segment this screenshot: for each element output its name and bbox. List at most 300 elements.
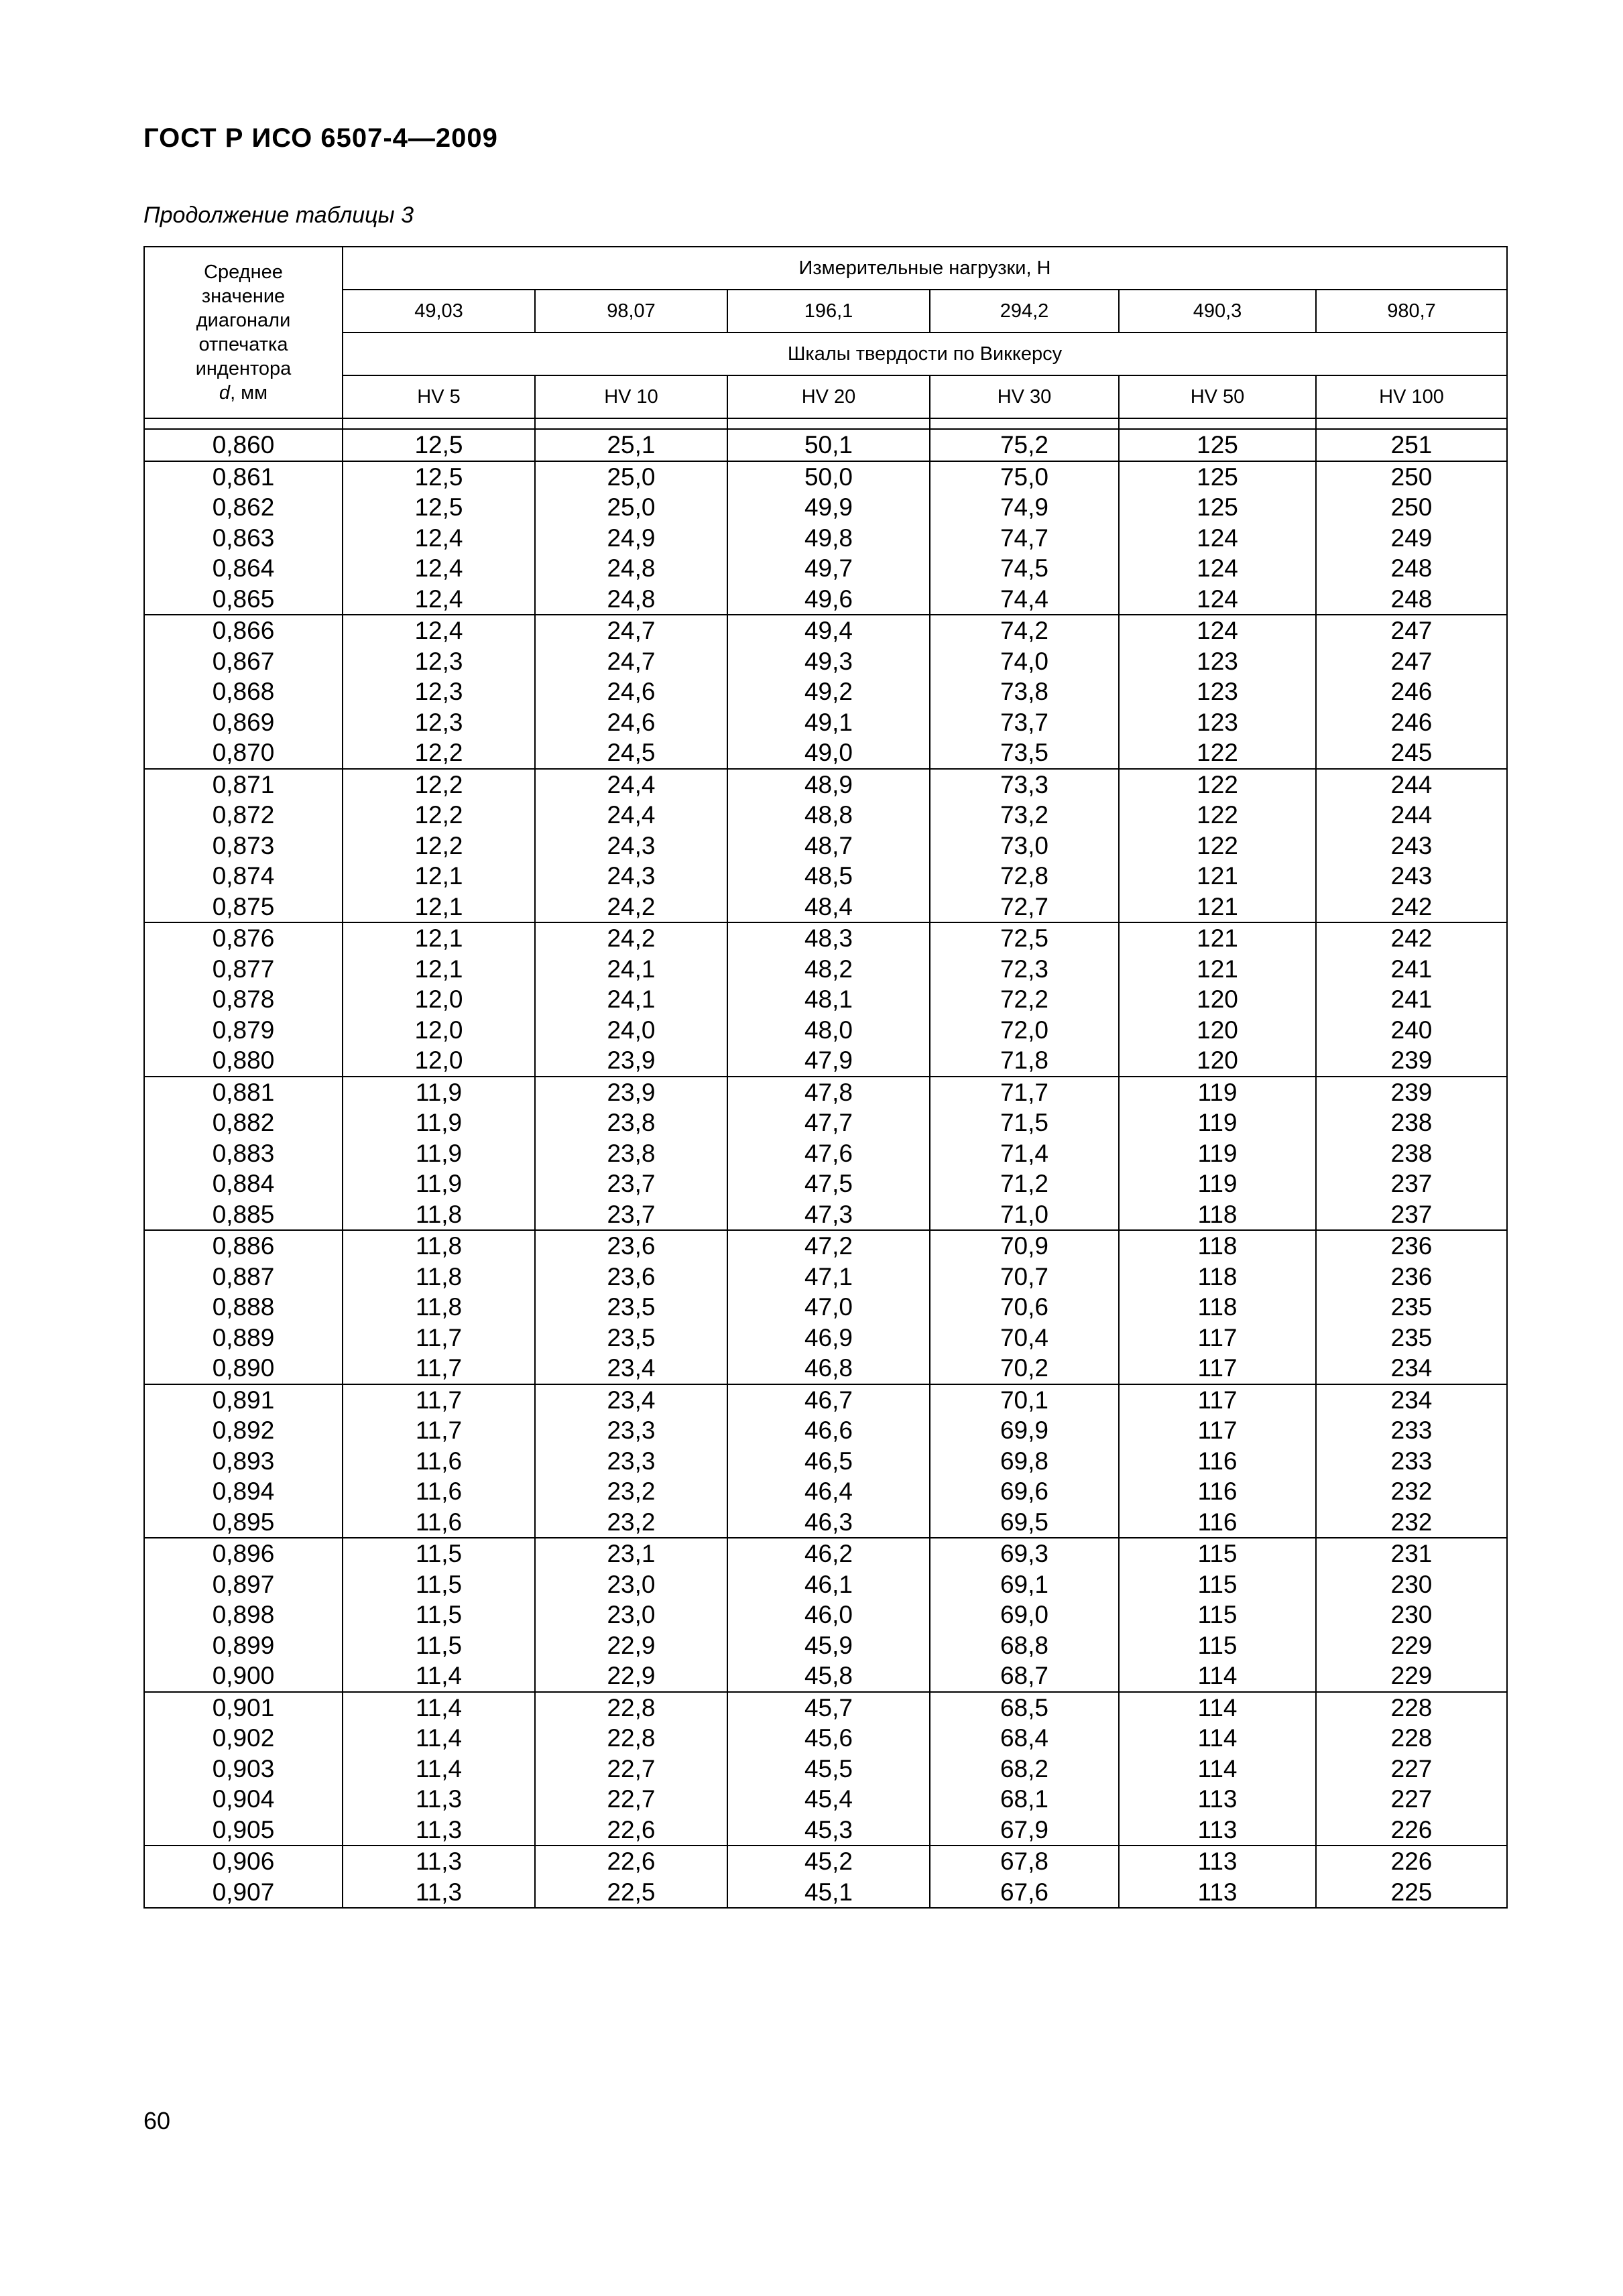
table-value: 114 <box>1197 1693 1238 1721</box>
table-value: 236 <box>1390 1232 1433 1260</box>
diagonal-header-line: индентора <box>195 358 292 379</box>
table-value: 120 <box>1197 1016 1238 1044</box>
table-value: 74,5 <box>1000 554 1048 582</box>
diagonal-header-unit: , мм <box>230 382 268 404</box>
table-value: 11,9 <box>415 1078 463 1106</box>
hv30-cell <box>930 1538 1119 1692</box>
table-value: 251 <box>1390 431 1433 459</box>
table-value: 49,6 <box>804 585 853 613</box>
hv100-cell <box>1316 922 1507 1077</box>
hv100-cell <box>1316 769 1507 923</box>
table-value: 46,9 <box>804 1323 853 1351</box>
table-value: 116 <box>1197 1447 1238 1475</box>
page-number: 60 <box>143 2107 171 2134</box>
table-value: 71,4 <box>1000 1139 1048 1167</box>
table-value: 75,0 <box>1000 463 1048 491</box>
hv100-cell <box>1316 615 1507 769</box>
table-value: 23,6 <box>607 1232 656 1260</box>
table-value: 11,8 <box>415 1232 463 1260</box>
table-value: 73,5 <box>1000 739 1048 766</box>
table-value: 73,2 <box>1000 801 1048 829</box>
hv50-cell <box>1119 1846 1316 1908</box>
table-value: 115 <box>1197 1601 1238 1628</box>
table-value: 115 <box>1197 1631 1238 1659</box>
table-value: 113 <box>1197 1785 1238 1813</box>
table-value: 24,0 <box>607 1016 656 1044</box>
hv20-cell <box>727 429 930 461</box>
hv10-cell <box>535 1846 727 1908</box>
table-value: 119 <box>1197 1139 1238 1167</box>
table-value: 11,8 <box>415 1293 463 1321</box>
load-value: 294,2 <box>930 290 1119 333</box>
table-value: 45,7 <box>804 1693 853 1721</box>
table-value: 0,875 <box>212 892 275 920</box>
table-value: 121 <box>1197 892 1238 920</box>
table-value: 46,1 <box>804 1570 853 1598</box>
table-value: 24,6 <box>607 708 656 736</box>
table-value: 70,2 <box>1000 1354 1048 1382</box>
table-value: 23,0 <box>607 1601 656 1628</box>
table-value: 46,2 <box>804 1540 853 1567</box>
table-value: 47,8 <box>804 1078 853 1106</box>
hv10-cell <box>535 769 727 923</box>
table-value: 230 <box>1390 1601 1433 1628</box>
table-value: 11,9 <box>415 1170 463 1197</box>
table-value: 12,2 <box>414 801 463 829</box>
table-value: 235 <box>1390 1323 1433 1351</box>
hv100-cell <box>1316 1384 1507 1538</box>
table-value: 12,4 <box>414 524 463 552</box>
hv20-cell <box>727 615 930 769</box>
table-value: 22,7 <box>607 1754 656 1783</box>
hv10-cell <box>535 1230 727 1384</box>
table-value: 48,2 <box>804 955 853 983</box>
hv50-cell <box>1119 769 1316 923</box>
table-value: 49,9 <box>804 493 853 521</box>
table-value: 70,7 <box>1000 1262 1048 1290</box>
table-value: 113 <box>1197 1815 1238 1844</box>
table-value: 0,903 <box>212 1754 275 1783</box>
hv50-cell <box>1119 615 1316 769</box>
table-value: 119 <box>1197 1170 1238 1197</box>
table-value: 45,5 <box>804 1754 853 1783</box>
table-value: 11,4 <box>415 1724 463 1752</box>
table-value: 0,876 <box>212 924 275 952</box>
hv10-cell <box>535 1692 727 1846</box>
table-value: 71,0 <box>1000 1200 1048 1228</box>
table-value: 122 <box>1197 801 1238 829</box>
hv10-cell <box>535 429 727 461</box>
table-value: 228 <box>1390 1724 1433 1752</box>
table-value: 23,3 <box>607 1416 656 1444</box>
table-value: 114 <box>1197 1754 1238 1783</box>
diagonal-cell <box>144 1230 343 1384</box>
table-value: 11,7 <box>415 1416 463 1444</box>
table-value: 24,2 <box>607 924 656 952</box>
table-value: 243 <box>1390 831 1433 859</box>
table-value: 69,5 <box>1000 1508 1048 1536</box>
table-value: 0,873 <box>212 831 275 859</box>
table-value: 48,5 <box>804 862 853 890</box>
table-value: 0,871 <box>212 770 275 798</box>
table-value: 0,890 <box>212 1354 275 1382</box>
table-value: 11,6 <box>415 1477 463 1505</box>
table-value: 69,3 <box>1000 1540 1048 1567</box>
table-value: 0,884 <box>212 1170 275 1197</box>
table-value: 49,7 <box>804 554 853 582</box>
table-value: 48,9 <box>804 770 853 798</box>
table-value: 11,3 <box>415 1815 463 1844</box>
table-value: 11,4 <box>415 1754 463 1783</box>
table-value: 241 <box>1390 955 1433 983</box>
table-value: 122 <box>1197 831 1238 859</box>
table-value: 47,0 <box>804 1293 853 1321</box>
table-value: 117 <box>1197 1416 1238 1444</box>
table-value: 23,9 <box>607 1078 656 1106</box>
table-value: 71,7 <box>1000 1078 1048 1106</box>
table-value: 45,2 <box>804 1848 853 1875</box>
table-value: 250 <box>1390 493 1433 521</box>
table-value: 11,4 <box>415 1662 463 1689</box>
table-value: 245 <box>1390 739 1433 766</box>
hv5-cell <box>343 1846 535 1908</box>
table-row-group <box>144 1077 1507 1231</box>
table-value: 24,7 <box>607 617 656 644</box>
table-value: 0,901 <box>212 1693 275 1721</box>
table-value: 24,8 <box>607 585 656 613</box>
header-separator <box>144 418 1507 429</box>
table-value: 232 <box>1390 1508 1433 1536</box>
table-value: 67,9 <box>1000 1815 1048 1844</box>
hv20-cell <box>727 1692 930 1846</box>
table-value: 11,7 <box>415 1354 463 1382</box>
table-value: 125 <box>1197 431 1238 459</box>
table-value: 237 <box>1390 1170 1433 1197</box>
table-value: 113 <box>1197 1878 1238 1906</box>
load-value: 196,1 <box>727 290 930 333</box>
table-value: 22,9 <box>607 1662 656 1689</box>
table-value: 24,4 <box>607 770 656 798</box>
table-value: 241 <box>1390 985 1433 1013</box>
hv10-cell <box>535 922 727 1077</box>
hv5-cell <box>343 429 535 461</box>
table-value: 23,4 <box>607 1386 656 1414</box>
table-value: 25,0 <box>607 493 656 521</box>
table-value: 11,7 <box>415 1323 463 1351</box>
table-value: 114 <box>1197 1724 1238 1752</box>
table-value: 25,0 <box>607 463 656 491</box>
table-value: 23,7 <box>607 1200 656 1228</box>
table-value: 123 <box>1197 678 1238 705</box>
hv100-cell <box>1316 429 1507 461</box>
table-value: 23,0 <box>607 1570 656 1598</box>
hv30-cell <box>930 429 1119 461</box>
table-value: 48,8 <box>804 801 853 829</box>
table-value: 244 <box>1390 770 1433 798</box>
table-value: 24,8 <box>607 554 656 582</box>
table-value: 12,2 <box>414 770 463 798</box>
table-row-group <box>144 1538 1507 1692</box>
table-row-group <box>144 1384 1507 1538</box>
scale-label: HV 10 <box>535 375 727 418</box>
table-value: 121 <box>1197 955 1238 983</box>
hv10-cell <box>535 1077 727 1231</box>
table-value: 71,2 <box>1000 1170 1048 1197</box>
table-value: 69,8 <box>1000 1447 1048 1475</box>
table-value: 25,1 <box>607 431 656 459</box>
table-value: 242 <box>1390 924 1433 952</box>
table-value: 24,3 <box>607 831 656 859</box>
table-value: 72,5 <box>1000 924 1048 952</box>
hv5-cell <box>343 922 535 1077</box>
table-value: 49,2 <box>804 678 853 705</box>
table-value: 46,6 <box>804 1416 853 1444</box>
table-value: 23,7 <box>607 1170 656 1197</box>
table-value: 45,4 <box>804 1785 853 1813</box>
table-value: 244 <box>1390 801 1433 829</box>
hv50-cell <box>1119 1230 1316 1384</box>
table-value: 23,3 <box>607 1447 656 1475</box>
table-value: 229 <box>1390 1662 1433 1689</box>
hv100-cell <box>1316 1846 1507 1908</box>
table-value: 22,9 <box>607 1631 656 1659</box>
hv50-cell <box>1119 1538 1316 1692</box>
table-value: 0,898 <box>212 1601 275 1628</box>
table-value: 0,906 <box>212 1848 275 1875</box>
table-value: 12,1 <box>414 924 463 952</box>
table-value: 69,0 <box>1000 1601 1048 1628</box>
table-value: 119 <box>1197 1109 1238 1136</box>
diagonal-cell <box>144 1692 343 1846</box>
hv30-cell <box>930 615 1119 769</box>
table-value: 0,904 <box>212 1785 275 1813</box>
table-value: 49,3 <box>804 647 853 675</box>
table-value: 118 <box>1197 1200 1238 1228</box>
diagonal-header-line: Среднее <box>204 261 283 283</box>
table-value: 11,5 <box>415 1601 463 1628</box>
table-value: 68,1 <box>1000 1785 1048 1813</box>
table-value: 248 <box>1390 585 1433 613</box>
table-value: 50,0 <box>804 463 853 491</box>
table-value: 11,5 <box>415 1631 463 1659</box>
table-value: 232 <box>1390 1477 1433 1505</box>
table-value: 46,8 <box>804 1354 853 1382</box>
table-value: 73,0 <box>1000 831 1048 859</box>
table-body <box>144 429 1507 1908</box>
table-value: 0,864 <box>212 554 275 582</box>
table-value: 239 <box>1390 1046 1433 1074</box>
hv5-cell <box>343 1077 535 1231</box>
table-value: 73,3 <box>1000 770 1048 798</box>
table-value: 22,7 <box>607 1785 656 1813</box>
table-value: 12,5 <box>414 463 463 491</box>
table-value: 47,2 <box>804 1232 853 1260</box>
table-value: 238 <box>1390 1109 1433 1136</box>
table-row-group <box>144 429 1507 461</box>
table-value: 0,900 <box>212 1662 275 1689</box>
table-value: 12,1 <box>414 892 463 920</box>
table-value: 49,0 <box>804 739 853 766</box>
table-value: 12,1 <box>414 862 463 890</box>
table-value: 115 <box>1197 1570 1238 1598</box>
table-value: 240 <box>1390 1016 1433 1044</box>
table-value: 0,869 <box>212 708 275 736</box>
table-value: 124 <box>1197 585 1238 613</box>
scale-label: HV 100 <box>1316 375 1507 418</box>
table-value: 47,7 <box>804 1109 853 1136</box>
loads-header: Измерительные нагрузки, Н <box>343 247 1507 290</box>
table-value: 236 <box>1390 1262 1433 1290</box>
table-value: 23,6 <box>607 1262 656 1290</box>
table-value: 48,3 <box>804 924 853 952</box>
table-value: 0,896 <box>212 1540 275 1567</box>
table-value: 71,5 <box>1000 1109 1048 1136</box>
hv10-cell <box>535 615 727 769</box>
scale-label: HV 50 <box>1119 375 1316 418</box>
table-value: 12,5 <box>414 493 463 521</box>
table-value: 48,7 <box>804 831 853 859</box>
table-value: 0,891 <box>212 1386 275 1414</box>
table-value: 70,6 <box>1000 1293 1048 1321</box>
table-value: 23,2 <box>607 1477 656 1505</box>
table-value: 0,860 <box>212 431 275 459</box>
table-value: 226 <box>1390 1815 1433 1844</box>
table-value: 68,5 <box>1000 1693 1048 1721</box>
table-value: 12,5 <box>414 431 463 459</box>
table-value: 12,3 <box>414 708 463 736</box>
table-value: 11,4 <box>415 1693 463 1721</box>
table-value: 68,2 <box>1000 1754 1048 1783</box>
table-value: 0,894 <box>212 1477 275 1505</box>
table-value: 11,3 <box>415 1785 463 1813</box>
table-value: 0,872 <box>212 801 275 829</box>
table-value: 69,9 <box>1000 1416 1048 1444</box>
table-value: 24,7 <box>607 647 656 675</box>
hv50-cell <box>1119 922 1316 1077</box>
table-value: 0,870 <box>212 739 275 766</box>
scales-header: Шкалы твердости по Виккерсу <box>343 333 1507 375</box>
table-value: 23,5 <box>607 1293 656 1321</box>
table-value: 45,6 <box>804 1724 853 1752</box>
table-value: 0,892 <box>212 1416 275 1444</box>
hv30-cell <box>930 1692 1119 1846</box>
table-value: 74,0 <box>1000 647 1048 675</box>
hv30-cell <box>930 1230 1119 1384</box>
diagonal-cell <box>144 429 343 461</box>
table-value: 117 <box>1197 1323 1238 1351</box>
load-value: 49,03 <box>343 290 535 333</box>
table-value: 12,2 <box>414 831 463 859</box>
hv30-cell <box>930 1846 1119 1908</box>
table-value: 12,3 <box>414 647 463 675</box>
table-value: 0,905 <box>212 1815 275 1844</box>
diagonal-cell <box>144 615 343 769</box>
table-value: 11,3 <box>415 1878 463 1906</box>
table-value: 117 <box>1197 1354 1238 1382</box>
table-value: 12,0 <box>414 985 463 1013</box>
table-value: 124 <box>1197 554 1238 582</box>
table-value: 122 <box>1197 770 1238 798</box>
table-value: 72,8 <box>1000 862 1048 890</box>
hv100-cell <box>1316 1538 1507 1692</box>
table-value: 67,6 <box>1000 1878 1048 1906</box>
hv100-cell <box>1316 1230 1507 1384</box>
hv20-cell <box>727 1077 930 1231</box>
table-value: 118 <box>1197 1262 1238 1290</box>
hv5-cell <box>343 1538 535 1692</box>
table-value: 72,3 <box>1000 955 1048 983</box>
table-value: 46,4 <box>804 1477 853 1505</box>
scale-label: HV 5 <box>343 375 535 418</box>
table-value: 120 <box>1197 1046 1238 1074</box>
diagonal-cell <box>144 769 343 923</box>
table-value: 0,863 <box>212 524 275 552</box>
table-value: 227 <box>1390 1754 1433 1783</box>
table-value: 23,2 <box>607 1508 656 1536</box>
table-value: 234 <box>1390 1354 1433 1382</box>
table-value: 117 <box>1197 1386 1238 1414</box>
hv30-cell <box>930 922 1119 1077</box>
table-value: 115 <box>1197 1540 1238 1567</box>
table-value: 24,3 <box>607 862 656 890</box>
table-value: 69,6 <box>1000 1477 1048 1505</box>
hv100-cell <box>1316 1077 1507 1231</box>
table-value: 22,6 <box>607 1815 656 1844</box>
table-value: 68,8 <box>1000 1631 1048 1659</box>
table-value: 70,1 <box>1000 1386 1048 1414</box>
table-value: 24,4 <box>607 801 656 829</box>
table-value: 11,5 <box>415 1570 463 1598</box>
table-value: 249 <box>1390 524 1433 552</box>
table-value: 118 <box>1197 1232 1238 1260</box>
table-value: 0,889 <box>212 1323 275 1351</box>
table-value: 0,886 <box>212 1232 275 1260</box>
table-value: 125 <box>1197 493 1238 521</box>
diagonal-cell <box>144 1846 343 1908</box>
table-value: 243 <box>1390 862 1433 890</box>
table-value: 11,6 <box>415 1447 463 1475</box>
table-value: 49,8 <box>804 524 853 552</box>
table-value: 46,0 <box>804 1601 853 1628</box>
table-value: 0,868 <box>212 678 275 705</box>
diagonal-header-line: диагонали <box>196 310 291 331</box>
table-value: 23,5 <box>607 1323 656 1351</box>
table-value: 116 <box>1197 1508 1238 1536</box>
table-value: 0,883 <box>212 1139 275 1167</box>
hv10-cell <box>535 1538 727 1692</box>
table-value: 24,6 <box>607 678 656 705</box>
diagonal-column-header <box>144 247 343 418</box>
table-value: 73,8 <box>1000 678 1048 705</box>
diagonal-cell <box>144 1077 343 1231</box>
hv20-cell <box>727 922 930 1077</box>
table-value: 22,8 <box>607 1693 656 1721</box>
table-value: 124 <box>1197 524 1238 552</box>
table-value: 12,0 <box>414 1016 463 1044</box>
table-value: 0,880 <box>212 1046 275 1074</box>
table-value: 123 <box>1197 647 1238 675</box>
table-value: 0,881 <box>212 1078 275 1106</box>
table-value: 72,7 <box>1000 892 1048 920</box>
table-value: 239 <box>1390 1078 1433 1106</box>
table-value: 0,861 <box>212 463 275 491</box>
table-value: 0,888 <box>212 1293 275 1321</box>
hv20-cell <box>727 769 930 923</box>
hv20-cell <box>727 1846 930 1908</box>
table-value: 70,9 <box>1000 1232 1048 1260</box>
hv5-cell <box>343 1692 535 1846</box>
hv50-cell <box>1119 461 1316 615</box>
